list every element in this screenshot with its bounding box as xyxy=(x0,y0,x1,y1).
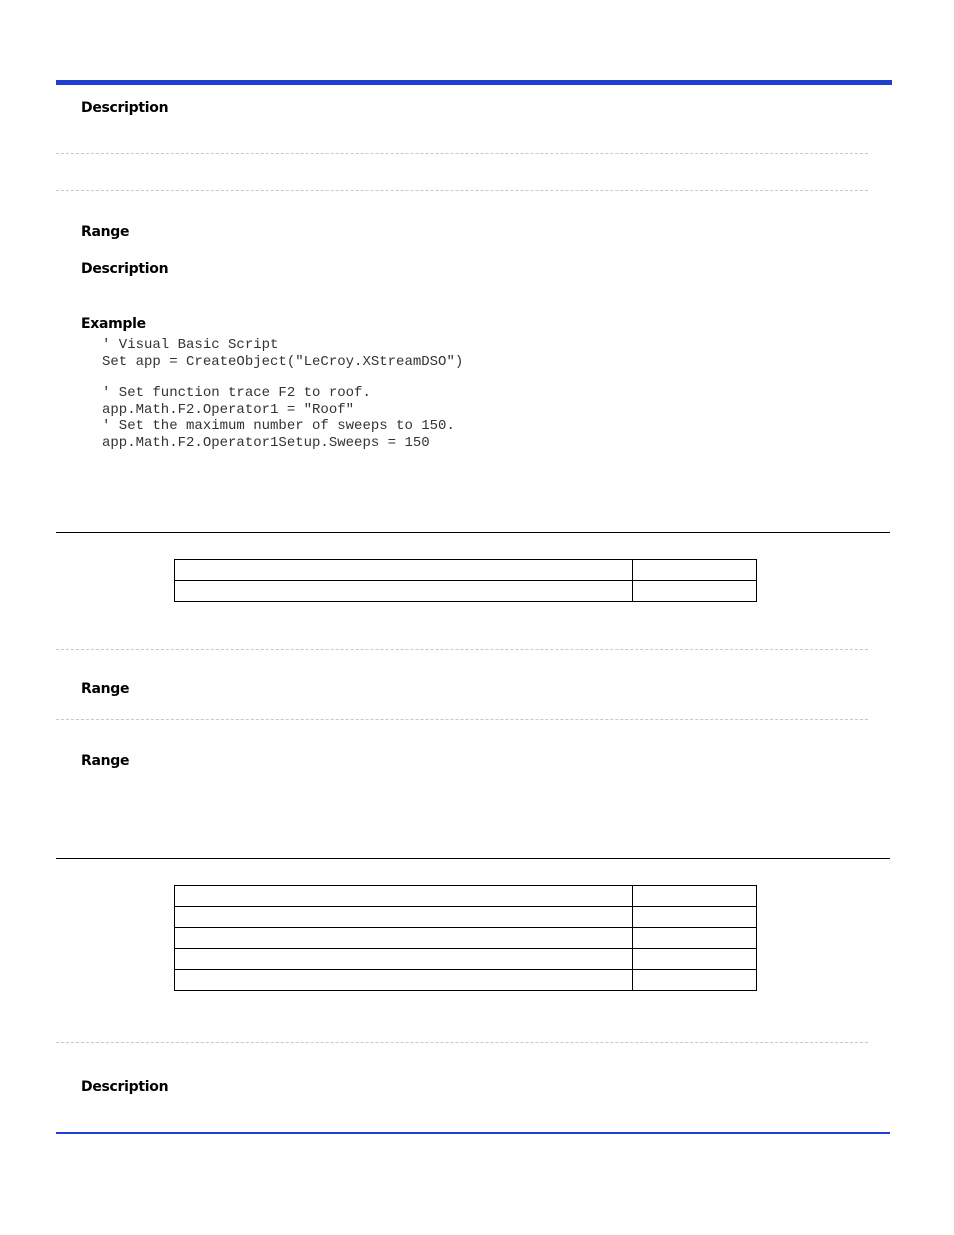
code-line: app.Math.F2.Operator1 = "Roof" xyxy=(102,401,355,418)
table-cell xyxy=(175,907,633,928)
dashed-divider-1 xyxy=(56,153,868,154)
table-row xyxy=(175,581,757,602)
table-row xyxy=(175,886,757,907)
table-cell xyxy=(175,928,633,949)
property-table-1 xyxy=(174,559,757,602)
table-cell xyxy=(633,581,757,602)
table-row xyxy=(175,949,757,970)
code-line: ' Visual Basic Script xyxy=(102,337,279,353)
property-table-2 xyxy=(174,885,757,991)
dashed-divider-2 xyxy=(56,190,868,191)
table-cell xyxy=(175,581,633,602)
code-blank-line xyxy=(102,370,463,385)
example-code-block xyxy=(102,337,463,451)
range-heading-3: Range xyxy=(81,753,130,769)
description-heading-3: Description xyxy=(81,1079,169,1095)
table-cell xyxy=(633,560,757,581)
table-cell xyxy=(175,970,633,991)
section-rule-1 xyxy=(56,532,890,533)
dashed-divider-3 xyxy=(56,649,868,650)
footer-accent-bar xyxy=(56,1132,890,1134)
table-row xyxy=(175,928,757,949)
table-cell xyxy=(175,886,633,907)
code-line: Set app = CreateObject("LeCroy.XStreamDSO") xyxy=(102,353,464,370)
table-cell xyxy=(633,907,757,928)
table-cell xyxy=(175,560,633,581)
header-accent-bar xyxy=(56,80,892,85)
description-heading-2: Description xyxy=(81,261,169,277)
table-row xyxy=(175,907,757,928)
table-cell xyxy=(633,970,757,991)
range-heading-1: Range xyxy=(81,224,130,240)
range-heading-2: Range xyxy=(81,681,130,697)
table-row xyxy=(175,560,757,581)
code-line: ' Set the maximum number of sweeps to 150. xyxy=(102,418,455,434)
code-line: ' Set function trace F2 to roof. xyxy=(102,385,371,401)
dashed-divider-4 xyxy=(56,719,868,720)
section-rule-2 xyxy=(56,858,890,859)
dashed-divider-5 xyxy=(56,1042,868,1043)
code-line: app.Math.F2.Operator1Setup.Sweeps = 150 xyxy=(102,434,430,451)
table-cell xyxy=(633,886,757,907)
example-heading: Example xyxy=(81,316,146,332)
table-row xyxy=(175,970,757,991)
table-cell xyxy=(175,949,633,970)
description-heading-1: Description xyxy=(81,100,169,116)
table-cell xyxy=(633,949,757,970)
table-cell xyxy=(633,928,757,949)
